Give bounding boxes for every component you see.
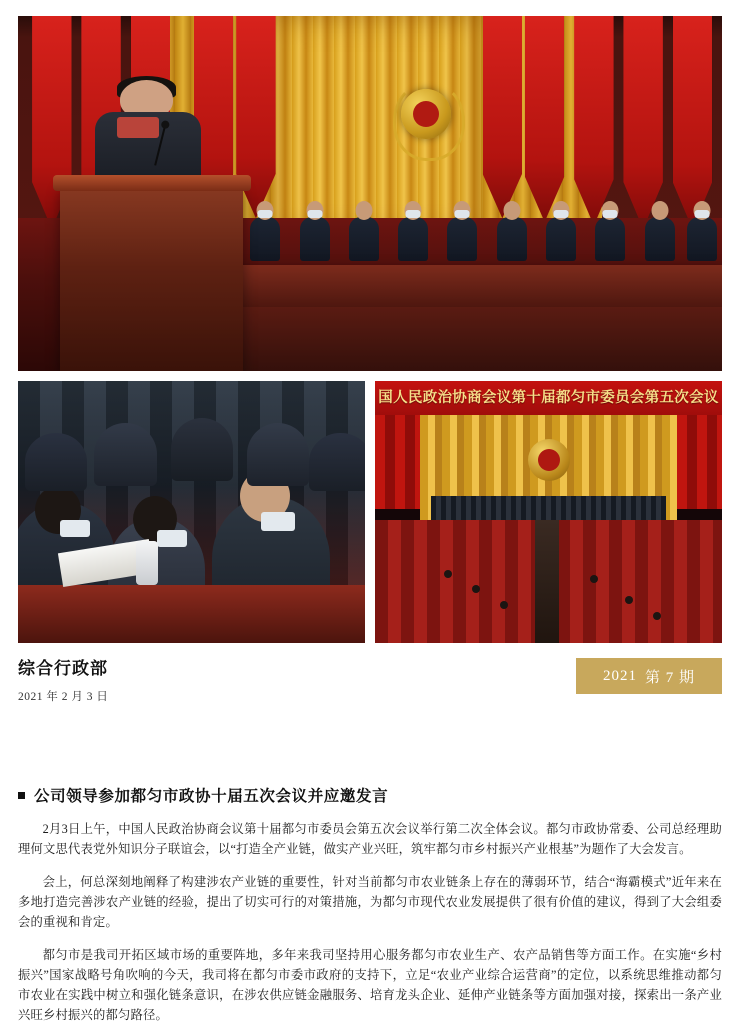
- hall-flags-right: [677, 415, 722, 509]
- attendee: [247, 423, 309, 486]
- speaker-scarf: [117, 117, 159, 138]
- cppcc-emblem-icon: [528, 439, 570, 481]
- attendee-head: [590, 575, 598, 583]
- face-mask-icon: [157, 530, 187, 547]
- attendee: [25, 433, 87, 491]
- face-mask-icon: [60, 520, 90, 537]
- issue-number: 第 7 期: [644, 669, 695, 686]
- article-paragraph: 都匀市是我司开拓区域市场的重要阵地，多年来我司坚持用心服务都匀市农业生产、农产品销售等方面工作。在实施“乡村振兴”国家战略号角吹响的今天，我司将在都匀市委市政府的支持下，立足“农业产业综合运营商”的定位，以系统思维推动都匀市农业在实践中树立和强化链条意识，在涉农供应链金融服务、培育龙头企业、延伸产业链条等方面加强对接，探索出一条产业兴旺乡村振兴的都匀路径。: [18, 948, 722, 1022]
- face-mask-icon: [261, 512, 295, 531]
- conference-table: [229, 265, 722, 308]
- seated-delegate: [300, 217, 330, 261]
- attendee: [309, 433, 365, 491]
- publish-date: 2021 年 2 月 3 日: [18, 691, 109, 703]
- seated-delegate: [398, 217, 428, 261]
- article-headline: [18, 784, 722, 806]
- attendee-head: [500, 601, 508, 609]
- article-paragraph: 会上，何总深刻地阐释了构建涉农产业链的重要性，针对当前都匀市农业链条上存在的薄弱环节，结合“海霸模式”近年来在多地打造完善涉农产业链的经验，提出了切实可行的对策措施，为都匀市现代农业发展提供了很有价值的建议，得到了大会组委会的重视和肯定。: [18, 875, 722, 929]
- seated-delegate: [497, 217, 527, 261]
- issue-badge: [576, 658, 722, 694]
- attendee-head: [653, 612, 661, 620]
- speaking-podium: [60, 183, 243, 371]
- hall-panorama-photo: [375, 381, 722, 643]
- seated-delegate: [546, 217, 576, 261]
- stage-backdrop: [18, 16, 722, 371]
- attendee-head: [625, 596, 633, 604]
- article-paragraph: 2月3日上午，中国人民政治协商会议第十届都匀市委员会第五次会议举行第二次全体会议。都匀市政协常委、公司总经理助理何文思代表党外知识分子联谊会，以“打造全产业链，做实产业兴旺，筑牢都匀市乡村振兴产业根基”为题作了大会发言。: [18, 822, 722, 856]
- article-headline-text: 公司领导参加都匀市政协十届五次会议并应邀发言: [34, 788, 389, 805]
- table-skirt: [229, 307, 722, 371]
- hall-flags-left: [375, 415, 420, 509]
- hall-center-aisle: [535, 520, 559, 643]
- audience-photo: [18, 381, 365, 643]
- hall-banner-text: 国人民政治协商会议第十届都匀市委员会第五次会议: [375, 381, 722, 415]
- red-flag: [623, 16, 662, 229]
- desk-row: [18, 585, 365, 643]
- water-cup: [136, 541, 158, 585]
- seated-delegate: [645, 217, 675, 261]
- article: [18, 784, 722, 1025]
- department-name: 综合行政部: [18, 659, 108, 678]
- conference-speech-photo: [18, 16, 722, 371]
- masthead: [18, 654, 722, 714]
- hall-presidium-row: [431, 496, 667, 520]
- cppcc-emblem-icon: [393, 73, 459, 159]
- attendee: [171, 418, 233, 481]
- seated-delegate: [687, 217, 717, 261]
- attendee: [94, 423, 156, 486]
- seated-delegate: [447, 217, 477, 261]
- photo-gallery: [18, 16, 722, 643]
- seated-delegate: [250, 217, 280, 261]
- red-flag: [673, 16, 712, 229]
- issue-year: 2021: [602, 667, 637, 684]
- bullet-square-icon: [18, 792, 25, 799]
- seated-delegate: [595, 217, 625, 261]
- seated-delegate: [349, 217, 379, 261]
